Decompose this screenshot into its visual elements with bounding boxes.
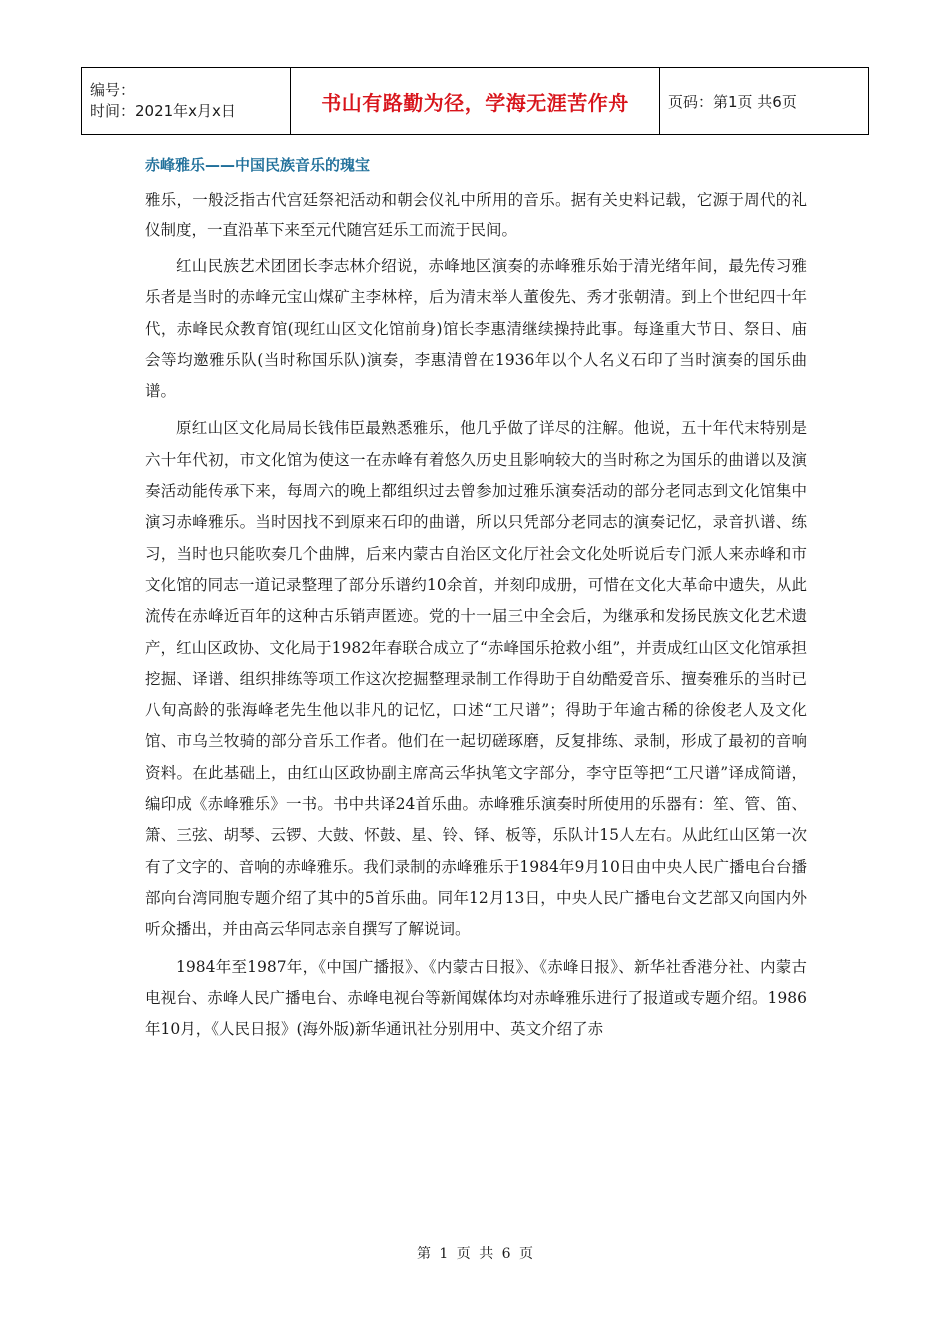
article-paragraph: 红山民族艺术团团长李志林介绍说，赤峰地区演奏的赤峰雅乐始于清光绪年间，最先传习雅乐者是当时的赤峰元宝山煤矿主李林梓，后为清末举人董俊先、秀才张朝清。到上个世纪四十年代，赤峰民众教育馆(现红山区文化馆前身)馆长李惠清继续操持此事。每逢重大节日、祭日、庙会等均邀雅乐队(当时称国乐队)演奏，李惠清曾在1936年以个人名义石印了当时演奏的国乐曲谱。 — [145, 257, 807, 401]
header-motto: 书山有路勤为径，学海无涯苦作舟 — [321, 90, 629, 115]
doc-time-label: 时间：2021年x月x日 — [90, 102, 236, 120]
doc-id-label: 编号： — [90, 81, 136, 99]
header-meta-cell — [82, 68, 291, 135]
article-paragraph: 原红山区文化局局长钱伟臣最熟悉雅乐，他几乎做了详尽的注解。他说，五十年代末特别是六十年代初，市文化馆为使这一在赤峰有着悠久历史且影响较大的当时称之为国乐的曲谱以及演奏活动能传承下来，每周六的晚上都组织过去曾参加过雅乐演奏活动的部分老同志到文化馆集中演习赤峰雅乐。当时因找不到原来石印的曲谱，所以只凭部分老同志的演奏记忆，录音扒谱、练习，当时也只能吹奏几个曲牌，后来内蒙古自治区文化厅社会文化处听说后专门派人来赤峰和市文化馆的同志一道记录整理了部分乐谱约10余首，并刻印成册，可惜在文化大革命中遗失，从此流传在赤峰近百年的这种古乐销声匿迹。党的十一届三中全会后，为继承和发扬民族文化艺术遗产，红山区政协、文化局于1982年春联合成立了“赤峰国乐抢救小组”，并责成红山区文化馆承担挖掘、译谱、组织排练等项工作这次挖掘整理录制工作得助于自幼酷爱音乐、擅奏雅乐的当时已八旬高龄的张海峰老先生他以非凡的记忆，口述“工尺谱”；得助于年逾古稀的徐俊老人及文化馆、市乌兰牧骑的部分音乐工作者。他们在一起切磋琢磨，反复排练、录制，形成了最初的音响资料。在此基础上，由红山区政协副主席高云华执笔文字部分，李守臣等把“工尺谱”译成简谱，编印成《赤峰雅乐》一书。书中共译24首乐曲。赤峰雅乐演奏时所使用的乐器有：笙、管、笛、箫、三弦、胡琴、云锣、大鼓、怀鼓、星、铃、铎、板等，乐队计15人左右。从此红山区第一次有了文字的、音响的赤峰雅乐。我们录制的赤峰雅乐于1984年9月10日由中央人民广播电台台播部向台湾同胞专题介绍了其中的5首乐曲。同年12月13日，中央人民广播电台文艺部又向国内外听众播出，并由高云华同志亲自撰写了解说词。 — [145, 419, 807, 939]
page-footer: 第 1 页 共 6 页 — [416, 1246, 534, 1262]
article-body — [145, 153, 807, 1045]
article-paragraph: 雅乐，一般泛指古代宫廷祭祀活动和朝会仪礼中所用的音乐。据有关史料记载，它源于周代的礼仪制度，一直沿革下来至元代随宫廷乐工而流于民间。 — [145, 191, 807, 239]
header-motto-cell — [291, 68, 660, 135]
header-table — [81, 67, 869, 135]
header-page-code: 页码：第1页 共6页 — [660, 68, 869, 135]
article-paragraph: 1984年至1987年，《中国广播报》、《内蒙古日报》、《赤峰日报》、新华社香港分社、内蒙古电视台、赤峰人民广播电台、赤峰电视台等新闻媒体均对赤峰雅乐进行了报道或专题介绍。1986年10月，《人民日报》(海外版)新华通讯社分别用中、英文介绍了赤 — [145, 957, 807, 1039]
article-title: 赤峰雅乐——中国民族音乐的瑰宝 — [145, 156, 371, 174]
